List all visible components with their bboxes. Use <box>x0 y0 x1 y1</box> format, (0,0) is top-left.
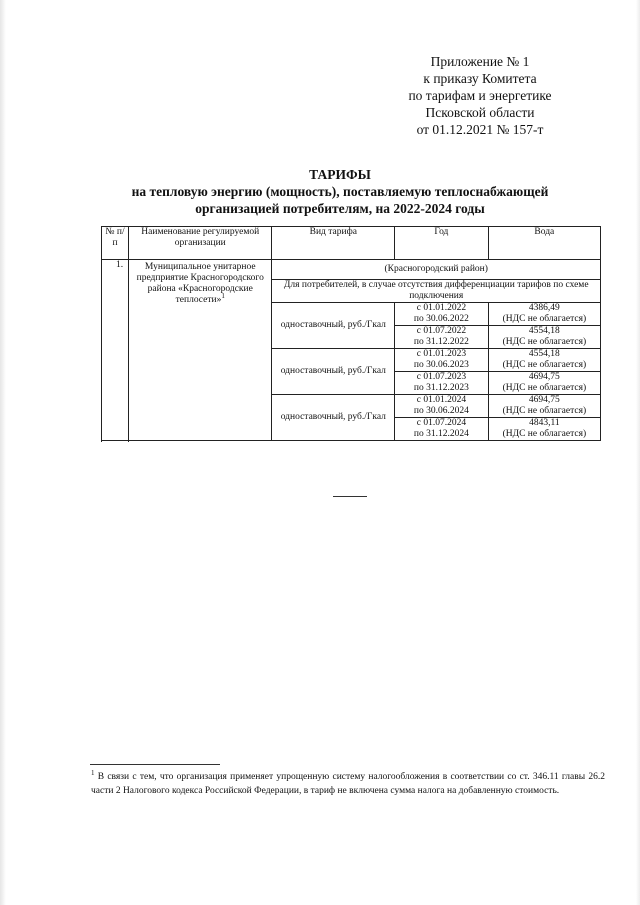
consumers-note-cell: Для потребителей, в случае отсутствия дифференциации тарифов по схеме подключения <box>272 280 601 303</box>
header-number: № п/п <box>102 227 129 260</box>
scan-edge-left <box>0 0 6 905</box>
period-from: с 01.07.2022 <box>416 326 467 336</box>
footnote-mark: 1 <box>91 768 95 777</box>
value-cell <box>488 326 600 349</box>
value-cell <box>488 395 600 418</box>
period-cell <box>395 418 489 441</box>
vat-note: (НДС не облагается) <box>502 360 587 370</box>
header-water: Вода <box>488 227 600 260</box>
end-of-table-rule <box>333 496 367 497</box>
footnote-text: В связи с тем, что организация применяет упрощенную систему налогообложения в соответствии со ст. 346.11 главы 26.2 части 2 Налогового кодекса Российской Федерации, в тариф не включена сумма налога на добавленную стоимость. <box>91 772 605 796</box>
document-title <box>90 166 590 217</box>
appendix-line-4: Псковской области <box>425 105 535 120</box>
tariff-value: 4843,11 <box>529 418 560 428</box>
header-tariff-type: Вид тарифа <box>272 227 395 260</box>
title-line-3: организацией потребителям, на 2022-2024 годы <box>195 201 485 216</box>
period-from: с 01.07.2024 <box>416 418 467 428</box>
tariff-value: 4694,75 <box>528 395 560 405</box>
tariff-value: 4386,49 <box>528 303 560 313</box>
period-to: по 30.06.2022 <box>413 314 469 324</box>
district-cell: (Красногородский район) <box>272 260 601 280</box>
period-to: по 31.12.2022 <box>413 337 469 347</box>
tariff-type-cell: одноставочный, руб./Гкал <box>272 349 395 395</box>
period-cell <box>395 395 489 418</box>
header-organization: Наименование регулируемой организации <box>129 227 272 260</box>
vat-note: (НДС не облагается) <box>502 337 587 347</box>
footnote-separator <box>90 764 220 765</box>
period-cell <box>395 349 489 372</box>
period-to: по 31.12.2024 <box>413 429 469 439</box>
period-cell <box>395 372 489 395</box>
period-to: по 31.12.2023 <box>413 383 469 393</box>
appendix-line-2: к приказу Комитета <box>423 71 537 86</box>
period-from: с 01.07.2023 <box>416 372 467 382</box>
appendix-line-3: по тарифам и энергетике <box>408 88 552 103</box>
title-line-1: ТАРИФЫ <box>309 167 371 182</box>
vat-note: (НДС не облагается) <box>502 383 587 393</box>
period-cell <box>395 303 489 326</box>
header-year: Год <box>395 227 489 260</box>
tariff-type-cell: одноставочный, руб./Гкал <box>272 303 395 349</box>
tariff-value: 4554,18 <box>528 326 560 336</box>
period-from: с 01.01.2022 <box>416 303 467 313</box>
footnote <box>91 770 605 798</box>
organization-cell <box>129 260 272 441</box>
period-to: по 30.06.2023 <box>413 360 469 370</box>
period-from: с 01.01.2023 <box>416 349 467 359</box>
scan-edge-right <box>636 0 640 905</box>
vat-note: (НДС не облагается) <box>502 314 587 324</box>
value-cell <box>488 303 600 326</box>
title-line-2: на тепловую энергию (мощность), поставляемую теплоснабжающей <box>131 184 549 199</box>
value-cell <box>488 418 600 441</box>
tariff-value: 4554,18 <box>528 349 560 359</box>
tariff-value: 4694,75 <box>528 372 560 382</box>
appendix-line-5: от 01.12.2021 № 157-т <box>416 122 544 137</box>
period-cell <box>395 326 489 349</box>
tariff-type-cell: одноставочный, руб./Гкал <box>272 395 395 441</box>
appendix-header <box>360 53 600 138</box>
appendix-line-1: Приложение № 1 <box>430 54 530 69</box>
period-from: с 01.01.2024 <box>416 395 467 405</box>
vat-note: (НДС не облагается) <box>502 429 587 439</box>
organization-name: Муниципальное унитарное предприятие Красногородского района «Красногородские теплосети» <box>136 262 264 305</box>
table-row <box>102 260 601 280</box>
vat-note: (НДС не облагается) <box>502 406 587 416</box>
row-number: 1. <box>102 260 129 441</box>
value-cell <box>488 372 600 395</box>
footnote-ref: 1 <box>221 291 225 300</box>
table-header-row <box>102 227 601 260</box>
value-cell <box>488 349 600 372</box>
tariff-table <box>101 226 601 441</box>
period-to: по 30.06.2024 <box>413 406 469 416</box>
